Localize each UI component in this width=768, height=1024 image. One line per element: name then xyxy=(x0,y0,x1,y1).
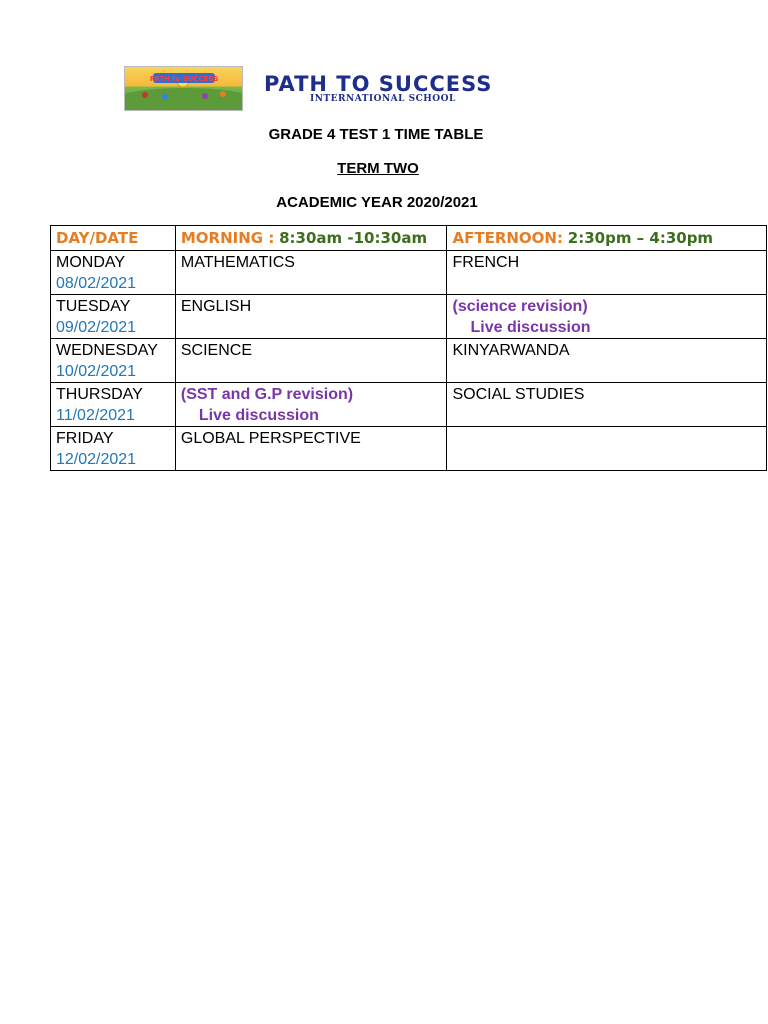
term-title: TERM TWO xyxy=(337,160,419,177)
afternoon-cell xyxy=(447,427,767,471)
day-date: 09/02/2021 xyxy=(56,319,137,336)
header-afternoon xyxy=(447,226,767,251)
day-cell xyxy=(51,251,176,295)
day-cell xyxy=(51,339,176,383)
table-row xyxy=(51,383,767,427)
day-name: MONDAY xyxy=(56,254,126,271)
table-header-row xyxy=(51,226,767,251)
timetable xyxy=(50,225,767,471)
morning-cell xyxy=(175,383,447,427)
table-row xyxy=(51,427,767,471)
morning-cell xyxy=(175,427,447,471)
morning-subject: MATHEMATICS xyxy=(180,254,295,271)
header-day-label: DAY/DATE xyxy=(56,229,139,247)
morning-subject: GLOBAL PERSPECTIVE xyxy=(180,430,361,447)
morning-cell xyxy=(175,339,447,383)
afternoon-subject: KINYARWANDA xyxy=(452,342,570,359)
school-header xyxy=(124,66,524,112)
day-cell xyxy=(51,427,176,471)
logo-text: PATH to SUCCESS xyxy=(149,75,219,83)
day-name: WEDNESDAY xyxy=(56,342,158,359)
afternoon-live-note: Live discussion xyxy=(470,319,591,336)
morning-subject: ENGLISH xyxy=(180,298,252,315)
afternoon-cell xyxy=(447,383,767,427)
header-morning-label: MORNING : xyxy=(180,229,275,247)
day-cell xyxy=(51,383,176,427)
timetable-title: GRADE 4 TEST 1 TIME TABLE xyxy=(268,126,484,143)
academic-year-title: ACADEMIC YEAR 2020/2021 xyxy=(276,194,478,211)
header-morning xyxy=(175,226,447,251)
morning-cell xyxy=(175,295,447,339)
afternoon-cell xyxy=(447,295,767,339)
afternoon-cell xyxy=(447,251,767,295)
morning-subject: SCIENCE xyxy=(180,342,252,359)
day-name: THURSDAY xyxy=(56,386,143,403)
header-day-date xyxy=(51,226,176,251)
header-afternoon-label: AFTERNOON: xyxy=(452,229,563,247)
day-cell xyxy=(51,295,176,339)
table-row xyxy=(51,251,767,295)
morning-live-note: Live discussion xyxy=(198,407,319,424)
school-name: PATH TO SUCCESS xyxy=(264,72,493,96)
header-afternoon-time: 2:30pm – 4:30pm xyxy=(567,229,714,247)
morning-cell xyxy=(175,251,447,295)
morning-revision: (SST and G.P revision) xyxy=(180,386,354,403)
school-subtitle: INTERNATIONAL SCHOOL xyxy=(310,94,456,104)
day-name: TUESDAY xyxy=(56,298,131,315)
header-morning-time: 8:30am -10:30am xyxy=(279,229,428,247)
day-date: 10/02/2021 xyxy=(56,363,137,380)
afternoon-subject: FRENCH xyxy=(452,254,520,271)
table-row xyxy=(51,295,767,339)
day-date: 12/02/2021 xyxy=(56,451,137,468)
table-row xyxy=(51,339,767,383)
day-date: 08/02/2021 xyxy=(56,275,137,292)
afternoon-subject: SOCIAL STUDIES xyxy=(452,386,585,403)
afternoon-revision: (science revision) xyxy=(452,298,588,315)
day-date: 11/02/2021 xyxy=(56,407,135,424)
day-name: FRIDAY xyxy=(56,430,114,447)
afternoon-cell xyxy=(447,339,767,383)
school-logo xyxy=(124,66,243,111)
